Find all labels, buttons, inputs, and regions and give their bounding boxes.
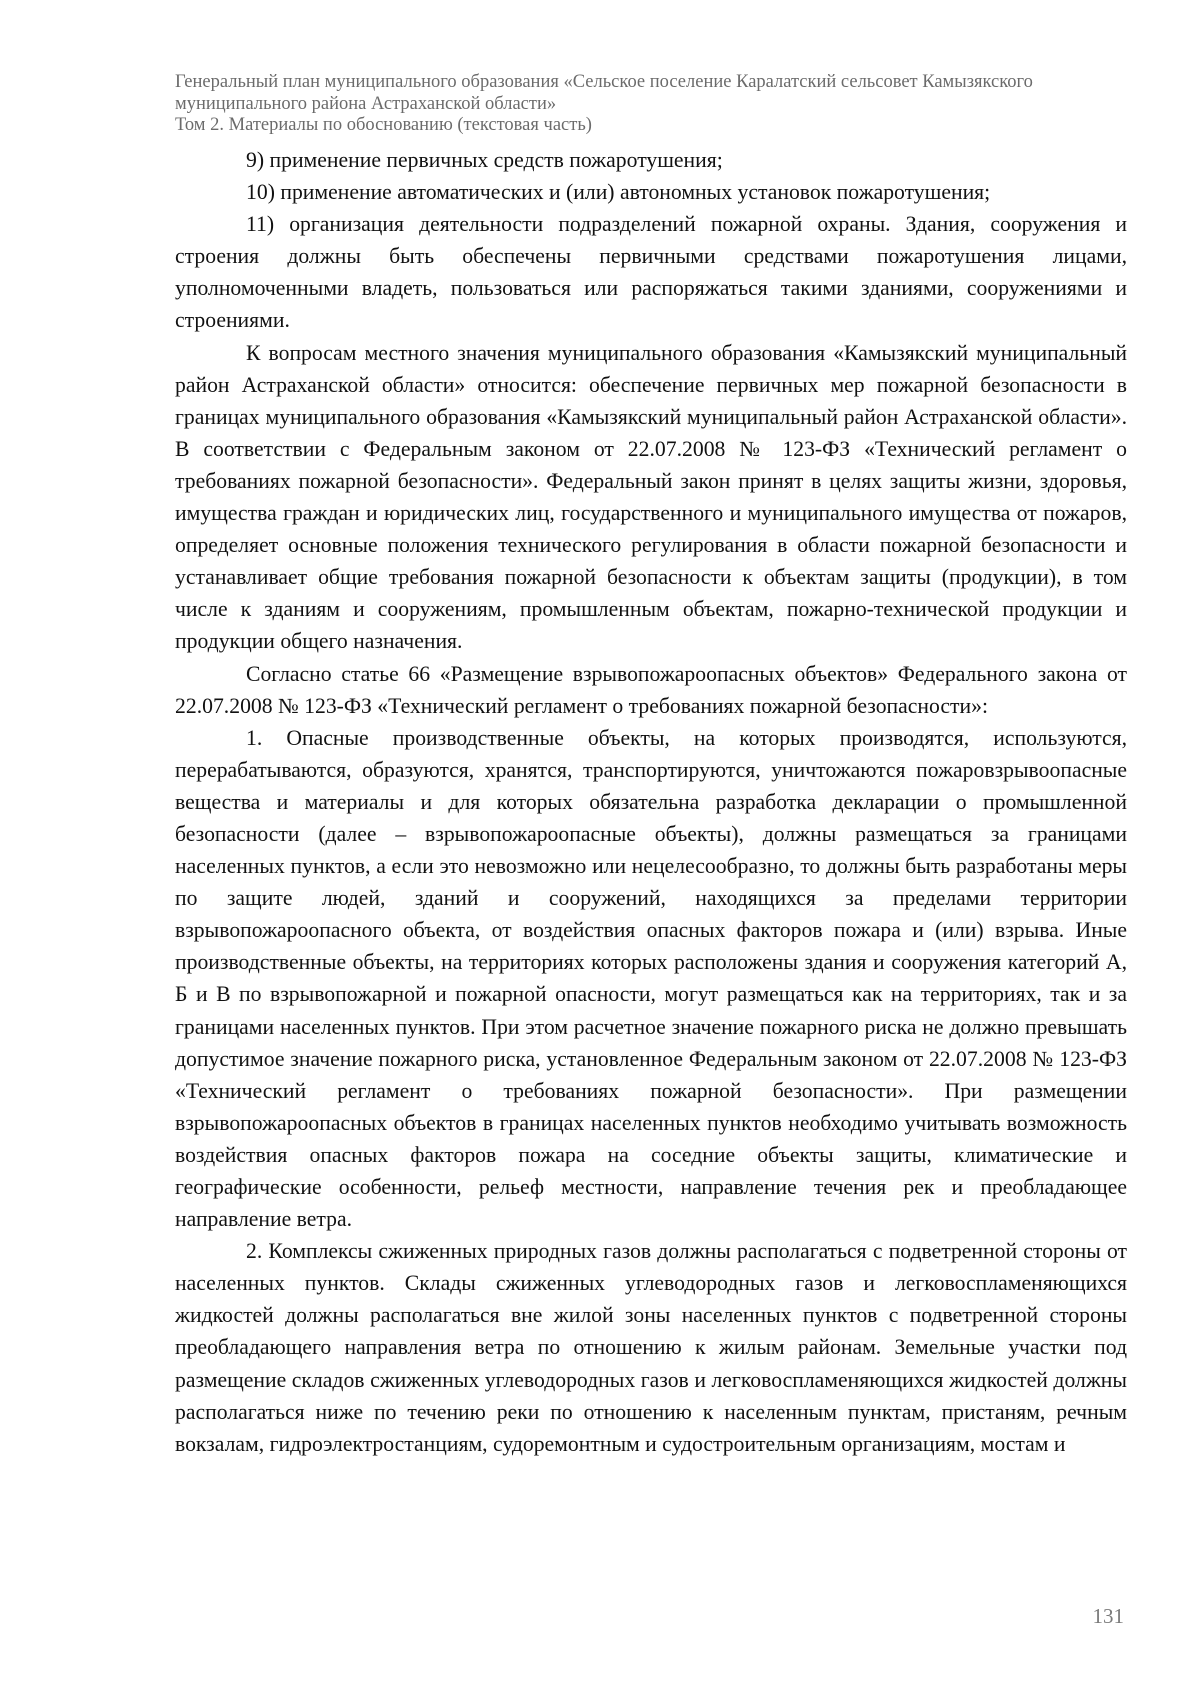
paragraph-item-10: 10) применение автоматических и (или) автономных установок пожаротушения; bbox=[246, 180, 991, 205]
paragraph-local-significance: К вопросам местного значения муниципального образования «Камызякский муниципальный район Астраханской области» относится: обеспечение первичных мер пожарной безопасности в границах муниципального образования «Камызякский муниципальный район Астраханской области». В соответствии с Федеральным законом от 22.07.2008 № 123-ФЗ «Технический регламент о требованиях пожарной безопасности». Федеральный закон принят в целях защиты жизни, здоровья, имущества граждан и юридических лиц, государственного и муниципального имущества от пожаров, определяет основные положения технического регулирования в области пожарной безопасности и устанавливает общие требования пожарной безопасности к объектам защиты (продукции), в том числе к зданиям и сооружениям, промышленным объектам, пожарно-технической продукции и продукции общего назначения. bbox=[175, 340, 1127, 654]
header-line-3: Том 2. Материалы по обоснованию (текстовая часть) bbox=[175, 115, 592, 135]
header-line-2: муниципального района Астраханской области» bbox=[175, 93, 557, 114]
header-line-1: Генеральный план муниципального образования «Сельское поселение Каралатский сельсовет Камызякского bbox=[175, 72, 1033, 92]
page-number: 131 bbox=[1092, 1604, 1124, 1628]
body-text bbox=[175, 144, 1127, 1460]
paragraph-article-66-intro: Согласно статье 66 «Размещение взрывопожароопасных объектов» Федерального закона от 22.07.2008 № 123-ФЗ «Технический регламент о требованиях пожарной безопасности»: bbox=[175, 661, 1127, 718]
paragraph-item-9: 9) применение первичных средств пожаротушения; bbox=[246, 148, 723, 172]
paragraph-article-66-point-1: 1. Опасные производственные объекты, на которых производятся, используются, перерабатываются, образуются, хранятся, транспортируются, уничтожаются пожаровзрывоопасные вещества и материалы и для которых обязательна разработка декларации о промышленной безопасности (далее – взрывопожароопасные объекты), должны размещаться за границами населенных пунктов, а если это невозможно или нецелесообразно, то должны быть разработаны меры по защите людей, зданий и сооружений, находящихся за пределами территории взрывопожароопасного объекта, от воздействия опасных факторов пожара и (или) взрыва. Иные производственные объекты, на территориях которых расположены здания и сооружения категорий А, Б и В по взрывопожарной и пожарной опасности, могут размещаться как на территориях, так и за границами населенных пунктов. При этом расчетное значение пожарного риска не должно превышать допустимое значение пожарного риска, установленное Федеральным законом от 22.07.2008 № 123-ФЗ «Технический регламент о требованиях пожарной безопасности». При размещении взрывопожароопасных объектов в границах населенных пунктов необходимо учитывать возможность воздействия опасных факторов пожара на соседние объекты защиты, климатические и географические особенности, рельеф местности, направление течения рек и преобладающее направление ветра. bbox=[175, 725, 1127, 1232]
paragraph-article-66-point-2: 2. Комплексы сжиженных природных газов должны располагаться с подветренной стороны от населенных пунктов. Склады сжиженных углеводородных газов и легковоспламеняющихся жидкостей должны располагаться вне жилой зоны населенных пунктов с подветренной стороны преобладающего направления ветра по отношению к жилым районам. Земельные участки под размещение складов сжиженных углеводородных газов и легковоспламеняющихся жидкостей должны располагаться ниже по течению реки по отношению к населенным пунктам, пристаням, речным вокзалам, гидроэлектростанциям, судоремонтным и судостроительным организациям, мостам и bbox=[175, 1239, 1127, 1456]
running-header bbox=[175, 72, 1135, 137]
paragraph-item-11: 11) организация деятельности подразделений пожарной охраны. Здания, сооружения и строения должны быть обеспечены первичными средствами пожаротушения лицами, уполномоченными владеть, пользоваться или распоряжаться такими зданиями, сооружениями и строениями. bbox=[175, 212, 1127, 333]
